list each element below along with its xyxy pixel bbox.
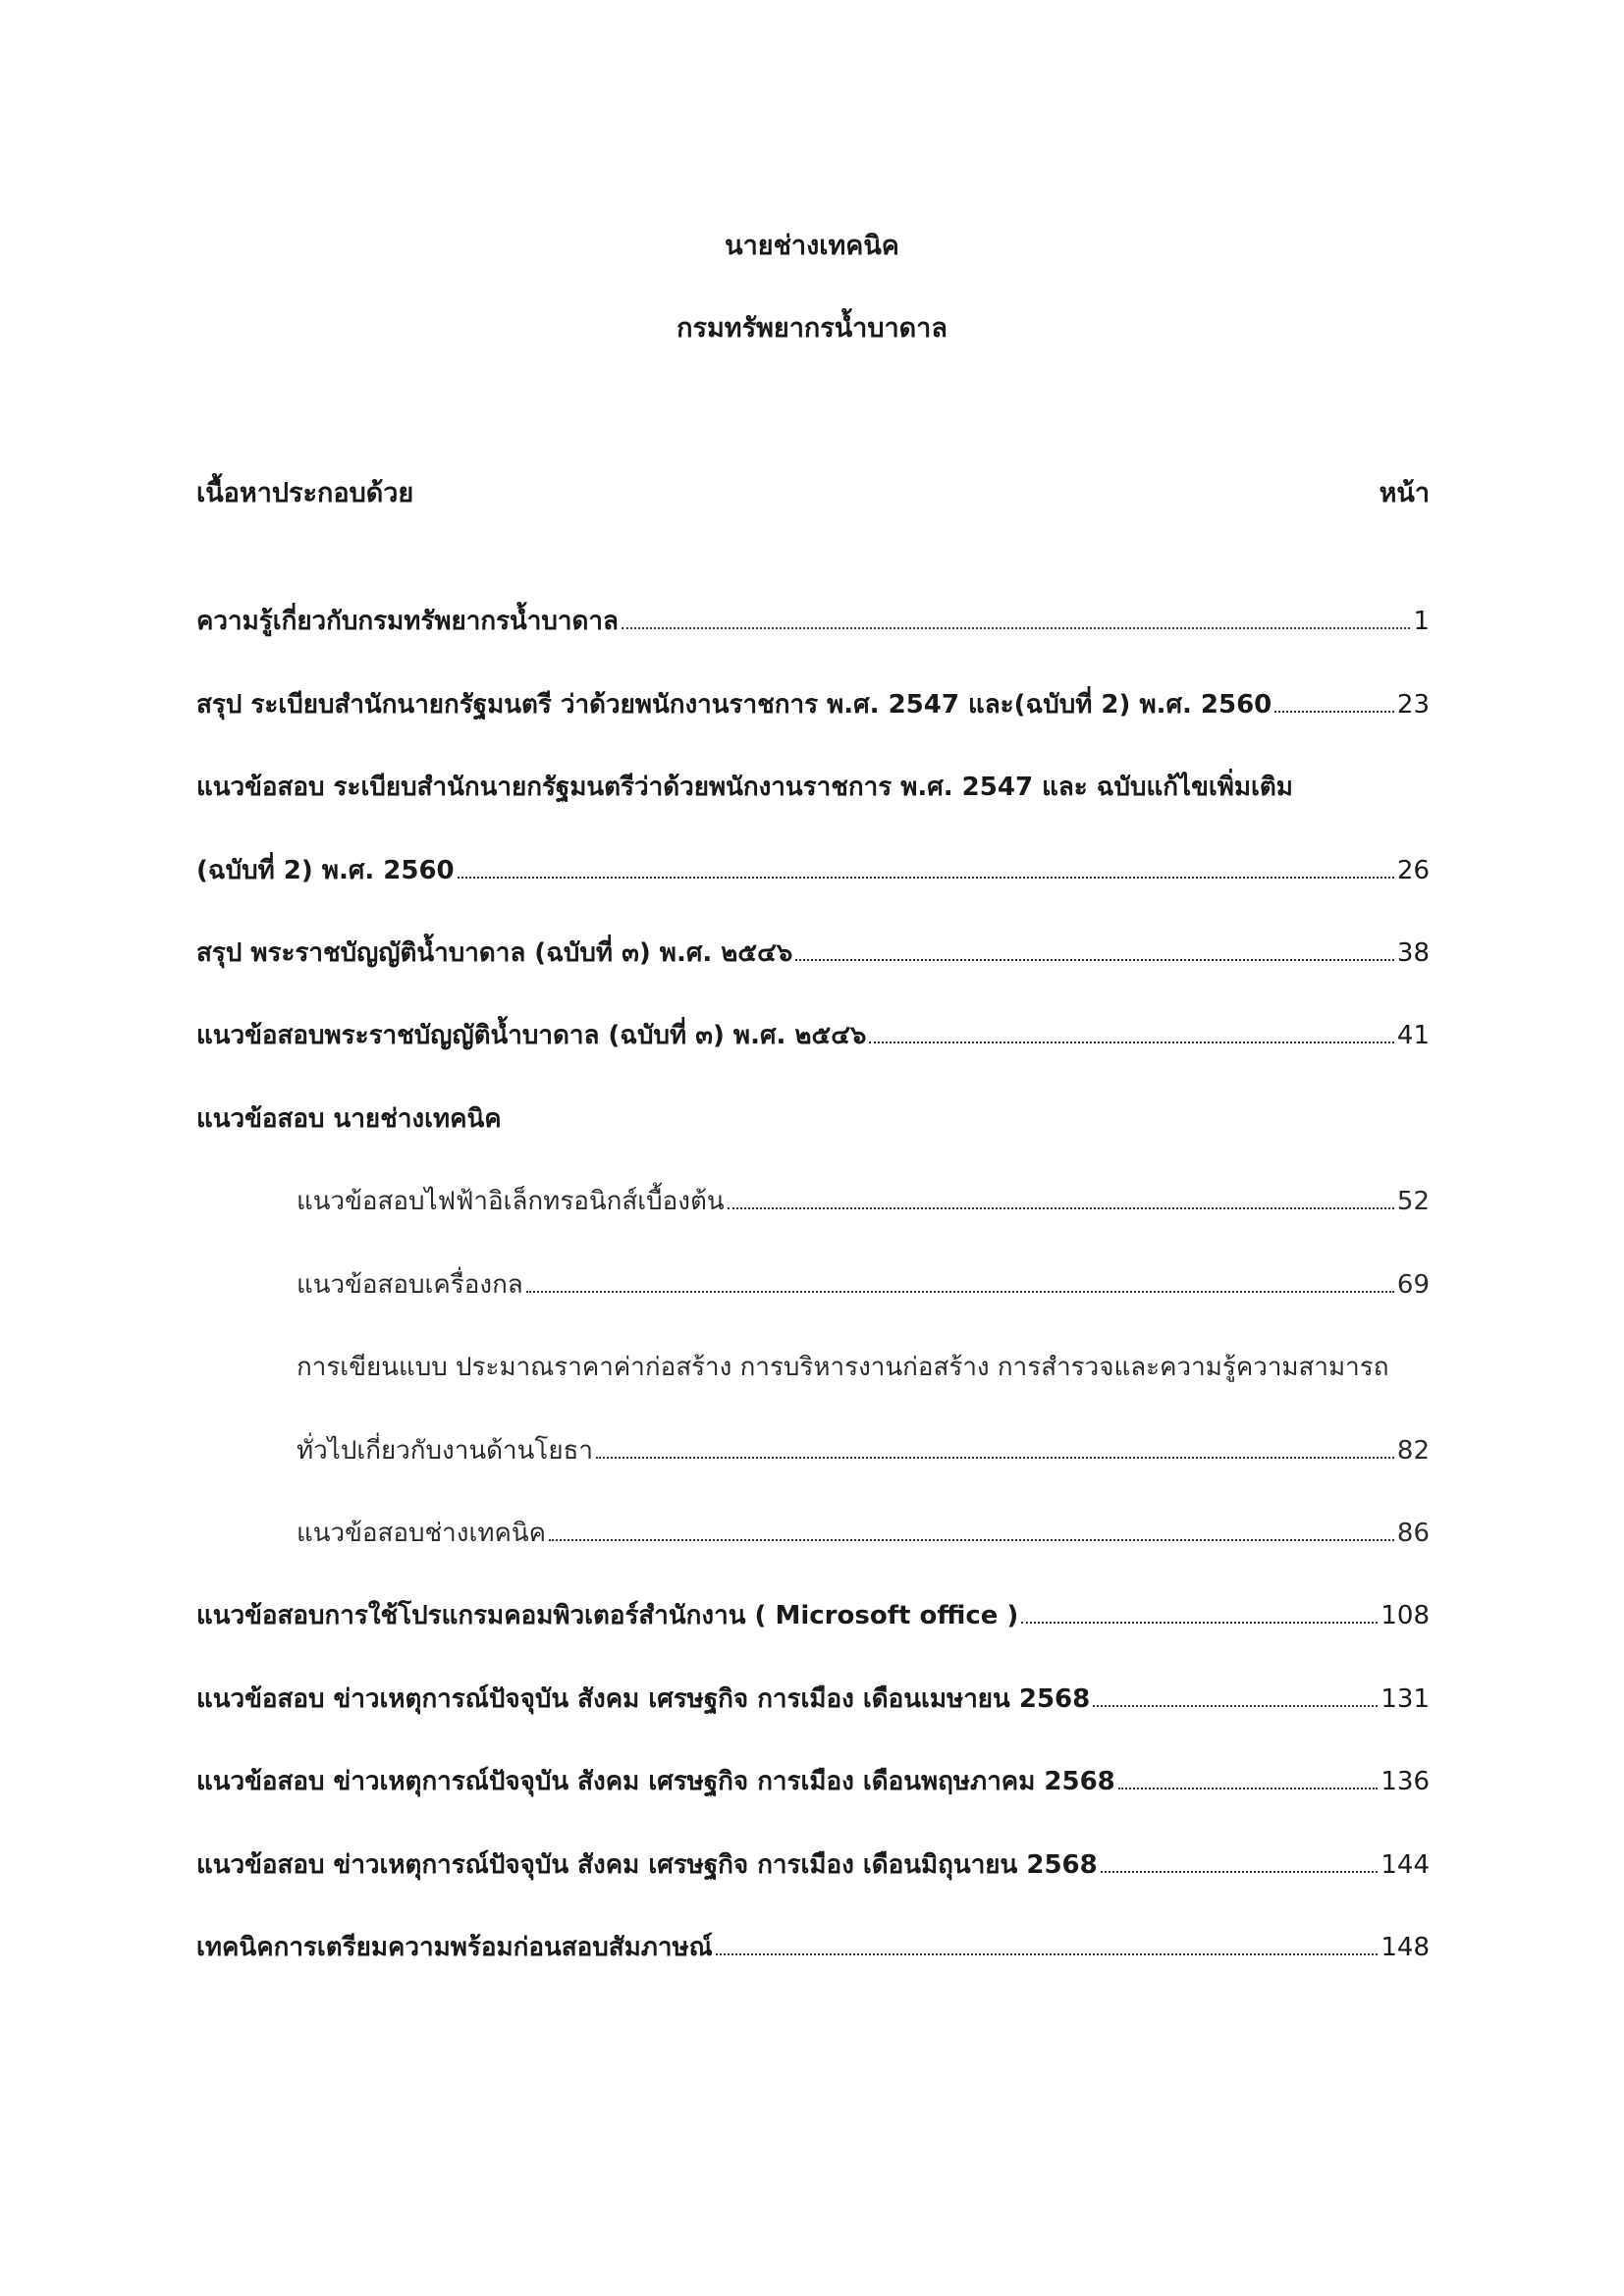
toc-entry-page: 23	[1396, 690, 1430, 720]
toc-entry-page: 69	[1396, 1270, 1430, 1300]
toc-entry-title: แนวข้อสอบ ระเบียบสำนักนายกรัฐมนตรีว่าด้วยพนักงานราชการ พ.ศ. 2547 และ ฉบับแก้ไขเพิ่มเติม	[196, 773, 1293, 802]
toc-entry	[196, 1015, 1430, 1055]
toc-entry	[196, 1844, 1430, 1885]
toc-entry	[196, 684, 1430, 724]
toc-entry	[196, 1595, 1430, 1635]
toc-entry-page: 52	[1396, 1187, 1430, 1216]
dot-leader	[1274, 710, 1394, 713]
toc-entry-title: แนวข้อสอบการใช้โปรแกรมคอมพิวเตอร์สำนักงาน ( Microsoft office )	[196, 1601, 1019, 1630]
toc-entry-title: แนวข้อสอบ ข่าวเหตุการณ์ปัจจุบัน สังคม เศรษฐกิจ การเมือง เดือนเมษายน 2568	[196, 1684, 1091, 1714]
toc-entry-page: 38	[1396, 938, 1430, 968]
toc-entry	[196, 767, 1293, 807]
toc-entry-title: ทั่วไปเกี่ยวกับงานด้านโยธา	[297, 1436, 594, 1466]
dot-leader	[716, 1952, 1379, 1955]
toc-entry-title: แนวข้อสอบ นายช่างเทคนิค	[196, 1104, 502, 1134]
toc-entry	[196, 933, 1430, 973]
dot-leader	[1093, 1704, 1378, 1707]
toc-entry-page: 108	[1380, 1601, 1430, 1630]
toc-entry-page: 144	[1380, 1850, 1430, 1880]
toc-section-heading	[196, 1098, 502, 1139]
toc-entry-title: สรุป พระราชบัญญัติน้ำบาดาล (ฉบับที่ ๓) พ.ศ. ๒๕๔๖	[196, 938, 793, 968]
toc-entry-page: 86	[1396, 1519, 1430, 1548]
toc-entry-page: 82	[1396, 1436, 1430, 1466]
dot-leader	[526, 1290, 1394, 1293]
toc-entry	[196, 601, 1430, 641]
dot-leader	[549, 1538, 1394, 1541]
contents-heading: เนื้อหาประกอบด้วย	[196, 478, 414, 508]
toc-entry-page: 148	[1380, 1933, 1430, 1962]
toc-entry-title: แนวข้อสอบ ข่าวเหตุการณ์ปัจจุบัน สังคม เศรษฐกิจ การเมือง เดือนมิถุนายน 2568	[196, 1850, 1098, 1880]
toc-entry	[196, 1679, 1430, 1719]
toc-subentry	[297, 1264, 1430, 1305]
toc-entry-title: การเขียนแบบ ประมาณราคาค่าก่อสร้าง การบริหารงานก่อสร้าง การสำรวจและความรู้ความสามารถ	[297, 1353, 1389, 1382]
toc-subentry	[297, 1430, 1430, 1470]
dot-leader	[458, 876, 1394, 879]
dot-leader	[869, 1041, 1394, 1043]
toc-entry-page: 41	[1396, 1021, 1430, 1050]
toc-entry-title: แนวข้อสอบเครื่องกล	[297, 1270, 523, 1300]
toc-entry-page: 136	[1380, 1767, 1430, 1796]
toc-subentry	[297, 1347, 1388, 1387]
toc-subentry	[297, 1513, 1430, 1553]
toc-entry	[196, 1761, 1430, 1801]
toc-entry-page: 1	[1413, 607, 1430, 636]
toc-entry-title: แนวข้อสอบช่างเทคนิค	[297, 1519, 547, 1548]
document-subtitle: กรมทรัพยากรน้ำบาดาล	[677, 313, 947, 344]
toc-entry-title: แนวข้อสอบพระราชบัญญัติน้ำบาดาล (ฉบับที่ ๓) พ.ศ. ๒๕๔๖	[196, 1021, 867, 1050]
toc-entry-title: แนวข้อสอบ ข่าวเหตุการณ์ปัจจุบัน สังคม เศรษฐกิจ การเมือง เดือนพฤษภาคม 2568	[196, 1767, 1115, 1796]
dot-leader	[1021, 1621, 1378, 1624]
page-column-heading: หน้า	[1379, 478, 1430, 508]
dot-leader	[622, 626, 1411, 629]
toc-entry-page: 26	[1396, 856, 1430, 885]
toc-entry-title: แนวข้อสอบไฟฟ้าอิเล็กทรอนิกส์เบื้องต้น	[297, 1187, 725, 1216]
toc-subentry	[297, 1181, 1430, 1221]
document-title: นายช่างเทคนิค	[725, 231, 899, 261]
dot-leader	[1118, 1787, 1379, 1789]
toc-entry-title: สรุป ระเบียบสำนักนายกรัฐมนตรี ว่าด้วยพนักงานราชการ พ.ศ. 2547 และ(ฉบับที่ 2) พ.ศ. 2560	[196, 690, 1272, 720]
toc-entry-title: เทคนิคการเตรียมความพร้อมก่อนสอบสัมภาษณ์	[196, 1933, 713, 1962]
toc-entry-page: 131	[1380, 1684, 1430, 1714]
dot-leader	[795, 958, 1394, 961]
dot-leader	[728, 1206, 1394, 1209]
toc-entry	[196, 1927, 1430, 1967]
toc-entry	[196, 850, 1430, 890]
dot-leader	[1101, 1870, 1379, 1873]
toc-entry-title: (ฉบับที่ 2) พ.ศ. 2560	[196, 856, 455, 885]
toc-entry-title: ความรู้เกี่ยวกับกรมทรัพยากรน้ำบาดาล	[196, 607, 619, 636]
dot-leader	[596, 1456, 1394, 1459]
